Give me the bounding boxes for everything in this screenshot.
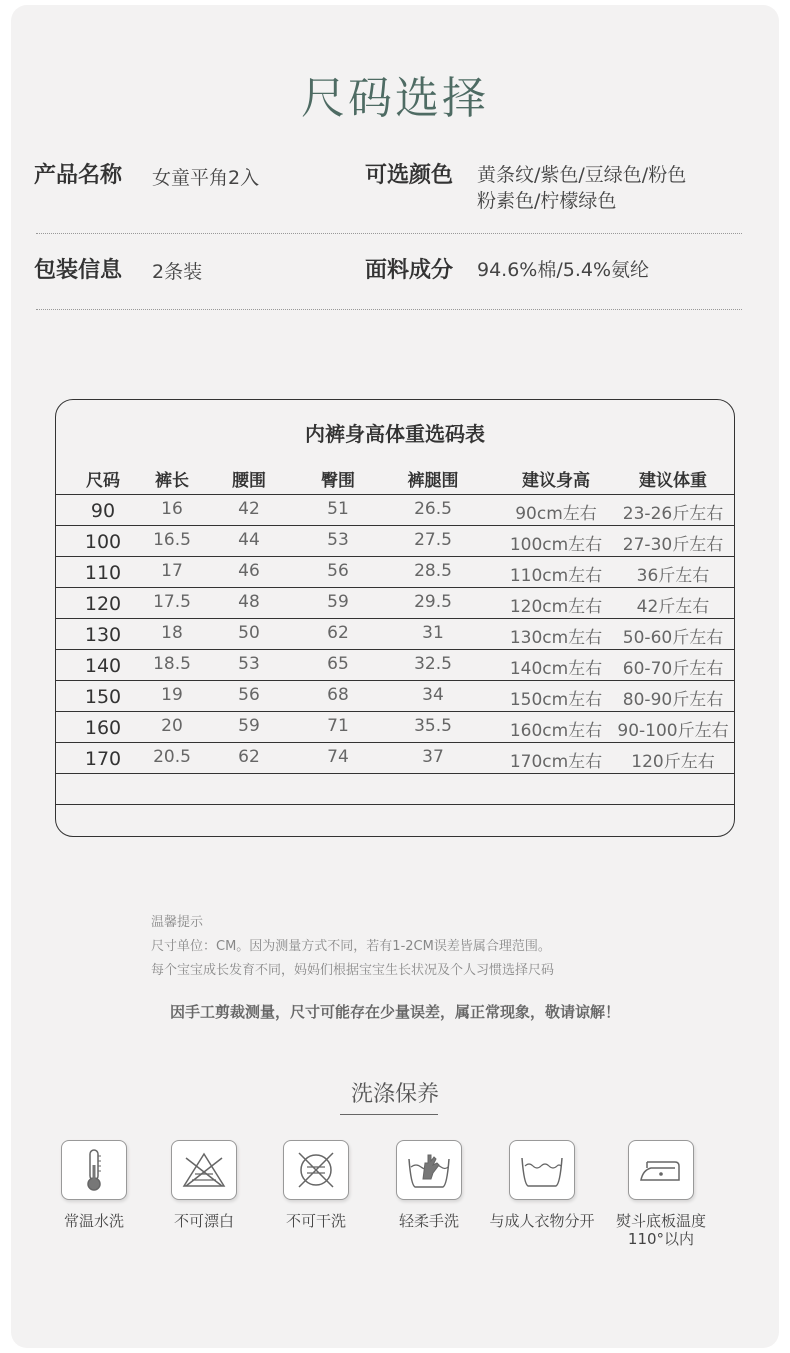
table-cell: 18.5 (153, 654, 191, 674)
table-row (56, 649, 734, 681)
table-cell: 34 (422, 685, 444, 705)
care-label: 轻柔手洗 (398, 1212, 459, 1230)
table-cell: 90 (90, 500, 116, 522)
tips-line: 尺寸单位：CM。因为测量方式不同，若有1-2CM误差皆属合理范围。 (151, 939, 551, 954)
thermometer-icon (61, 1140, 127, 1200)
product-name-label: 产品名称 (34, 163, 123, 188)
table-cell: 20.5 (153, 747, 191, 767)
divider (36, 233, 742, 234)
wash-separately-icon (509, 1140, 575, 1200)
tips-line: 每个宝宝成长发育不同，妈妈们根据宝宝生长状况及个人习惯选择尺码 (151, 963, 555, 978)
column-header: 建议身高 (522, 471, 590, 491)
table-cell: 50-60斤左右 (622, 628, 724, 648)
care-label: 不可漂白 (173, 1212, 234, 1230)
tips-heading: 温馨提示 (151, 915, 204, 930)
iron-icon (628, 1140, 694, 1200)
table-cell: 110cm左右 (509, 566, 603, 586)
table-cell: 17.5 (153, 592, 191, 612)
table-cell: 130cm左右 (509, 628, 603, 648)
care-item (139, 1140, 269, 1230)
table-cell: 23-26斤左右 (622, 504, 724, 524)
table-cell: 16 (161, 499, 183, 519)
table-cell: 59 (327, 592, 349, 612)
table-row (56, 494, 734, 526)
table-cell: 42 (238, 499, 260, 519)
table-cell: 65 (327, 654, 349, 674)
table-cell: 26.5 (414, 499, 452, 519)
package-value: 2条装 (152, 261, 203, 283)
notice-text: 因手工剪裁测量，尺寸可能存在少量误差，属正常现象，敬请谅解！ (169, 1003, 620, 1021)
table-cell: 56 (327, 561, 349, 581)
table-cell: 31 (422, 623, 444, 643)
fabric-value: 94.6%棉/5.4%氨纶 (477, 259, 650, 281)
table-cell: 62 (238, 747, 260, 767)
table-cell: 140 (84, 655, 122, 677)
table-cell: 48 (238, 592, 260, 612)
table-cell: 120cm左右 (509, 597, 603, 617)
table-cell: 150 (84, 686, 122, 708)
table-cell: 90-100斤左右 (617, 721, 729, 741)
table-cell: 35.5 (414, 716, 452, 736)
table-blank-row (56, 773, 734, 774)
table-cell: 32.5 (414, 654, 452, 674)
table-cell: 17 (161, 561, 183, 581)
care-label-line2: 110°以内 (627, 1230, 695, 1248)
size-chart (55, 399, 735, 837)
table-cell: 46 (238, 561, 260, 581)
table-blank-row (56, 804, 734, 805)
care-label: 与成人衣物分开 (489, 1212, 595, 1230)
column-header: 腰围 (232, 471, 266, 491)
column-header: 建议体重 (639, 471, 707, 491)
table-cell: 51 (327, 499, 349, 519)
table-cell: 140cm左右 (509, 659, 603, 679)
table-cell: 120 (84, 593, 122, 615)
table-cell: 90cm左右 (515, 504, 597, 524)
package-label: 包装信息 (34, 258, 123, 283)
column-header: 裤腿围 (407, 471, 459, 491)
table-row (56, 587, 734, 619)
table-row (56, 680, 734, 712)
hand-wash-icon (396, 1140, 462, 1200)
table-cell: 28.5 (414, 561, 452, 581)
table-cell: 56 (238, 685, 260, 705)
size-chart-title: 内裤身高体重选码表 (305, 422, 485, 446)
table-cell: 62 (327, 623, 349, 643)
divider (36, 309, 742, 310)
table-cell: 29.5 (414, 592, 452, 612)
table-cell: 37 (422, 747, 444, 767)
table-cell: 27-30斤左右 (622, 535, 724, 555)
table-cell: 100cm左右 (509, 535, 603, 555)
column-header: 裤长 (155, 471, 189, 491)
care-label: 熨斗底板温度 (615, 1212, 706, 1230)
table-cell: 27.5 (414, 530, 452, 550)
table-cell: 19 (161, 685, 183, 705)
table-cell: 160 (84, 717, 122, 739)
care-item (251, 1140, 381, 1230)
no-dry-clean-icon (283, 1140, 349, 1200)
table-row (56, 618, 734, 650)
table-cell: 16.5 (153, 530, 191, 550)
column-header: 臀围 (321, 471, 355, 491)
table-row (56, 525, 734, 557)
care-label: 不可干洗 (285, 1212, 346, 1230)
table-cell: 53 (327, 530, 349, 550)
care-label: 常温水洗 (63, 1212, 124, 1230)
table-cell: 80-90斤左右 (622, 690, 724, 710)
care-item (596, 1140, 726, 1248)
colors-value-line2: 粉素色/柠檬绿色 (477, 190, 617, 212)
table-cell: 50 (238, 623, 260, 643)
care-item (477, 1140, 607, 1230)
no-bleach-icon (171, 1140, 237, 1200)
table-cell: 36斤左右 (636, 566, 710, 586)
table-cell: 150cm左右 (509, 690, 603, 710)
table-cell: 71 (327, 716, 349, 736)
table-cell: 130 (84, 624, 122, 646)
table-cell: 60-70斤左右 (622, 659, 724, 679)
fabric-label: 面料成分 (365, 258, 454, 283)
column-header: 尺码 (86, 471, 120, 491)
colors-value-line1: 黄条纹/紫色/豆绿色/粉色 (477, 164, 687, 186)
table-cell: 59 (238, 716, 260, 736)
page-card (11, 5, 779, 1348)
table-row (56, 556, 734, 588)
table-cell: 44 (238, 530, 260, 550)
table-cell: 20 (161, 716, 183, 736)
table-cell: 170cm左右 (509, 752, 603, 772)
care-item (364, 1140, 494, 1230)
table-cell: 170 (84, 748, 122, 770)
table-cell: 53 (238, 654, 260, 674)
table-cell: 160cm左右 (509, 721, 603, 741)
tips (151, 911, 554, 983)
colors-label: 可选颜色 (365, 163, 454, 188)
table-row (56, 742, 734, 774)
care-title: 洗涤保养 (350, 1082, 439, 1107)
table-row (56, 711, 734, 743)
table-cell: 18 (161, 623, 183, 643)
table-cell: 74 (327, 747, 349, 767)
product-name-value: 女童平角2入 (152, 167, 260, 189)
table-cell: 110 (84, 562, 122, 584)
table-cell: 120斤左右 (631, 752, 715, 772)
page-title: 尺码选择 (301, 73, 489, 124)
care-title-underline (340, 1114, 438, 1115)
table-cell: 68 (327, 685, 349, 705)
table-cell: 100 (84, 531, 122, 553)
table-cell: 42斤左右 (636, 597, 710, 617)
